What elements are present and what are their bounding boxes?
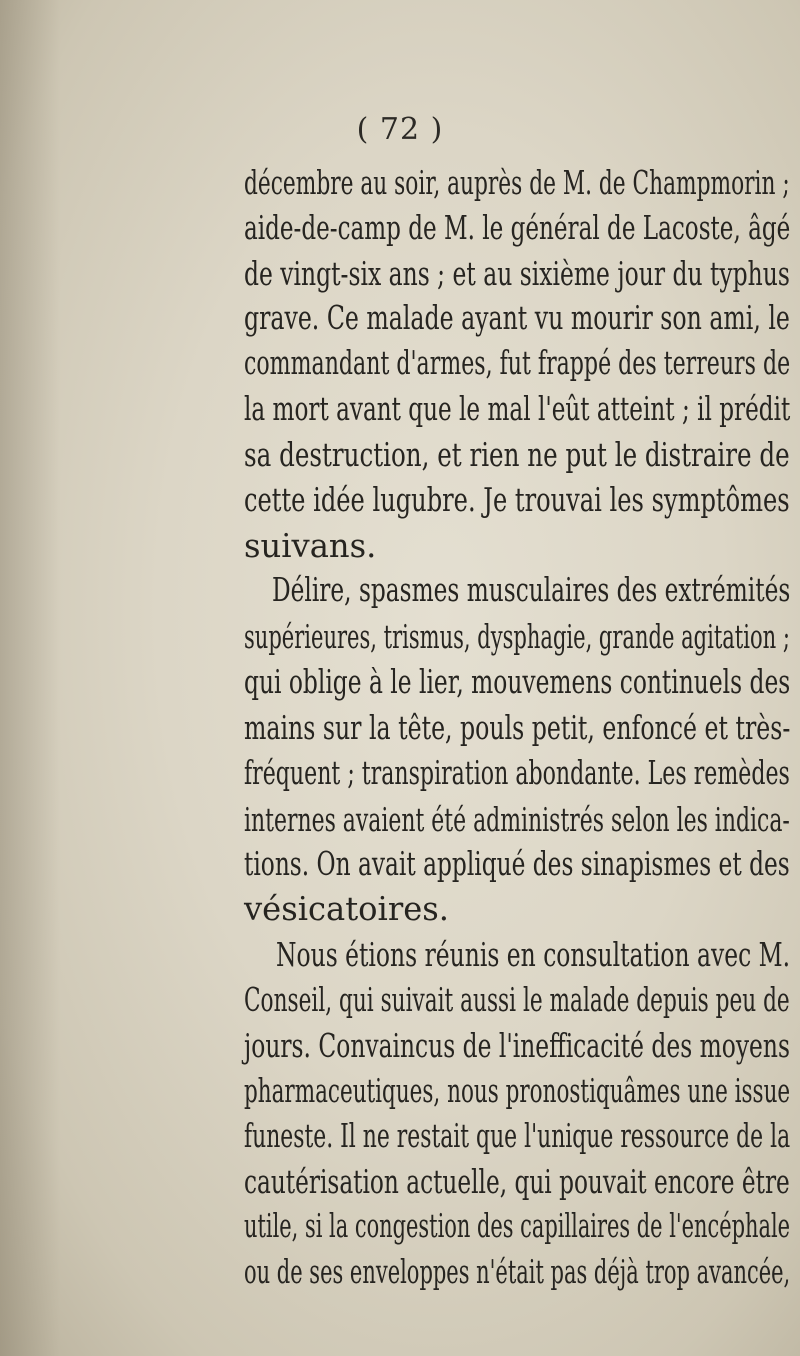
- text-line: cette idée lugubre. Je trouvai les symptômes: [244, 480, 790, 519]
- text-line: supérieures, trismus, dysphagie, grande agitation ;: [244, 617, 790, 656]
- text-line: Conseil, qui suivait aussi le malade depuis peu de: [244, 980, 790, 1019]
- text-line: Délire, spasmes musculaires des extrémités: [272, 570, 791, 609]
- text-line: grave. Ce malade ayant vu mourir son ami, le: [244, 298, 790, 337]
- text-line: utile, si la congestion des capillaires de l'encéphale: [244, 1206, 791, 1245]
- text-line: pharmaceutiques, nous pronostiquâmes une issue: [244, 1071, 791, 1110]
- text-line: la mort avant que le mal l'eût atteint ; il prédit: [244, 389, 791, 428]
- page-fold-shadow: [0, 0, 60, 1356]
- text-line: tions. On avait appliqué des sinapismes et des: [244, 844, 790, 883]
- text-line: mains sur la tête, pouls petit, enfoncé et très-: [244, 708, 791, 747]
- text-line: suivans.: [244, 526, 377, 565]
- text-line: funeste. Il ne restait que l'unique ressource de la: [244, 1116, 791, 1155]
- text-line: cautérisation actuelle, qui pouvait encore être: [244, 1162, 790, 1201]
- text-line: internes avaient été administrés selon les indica-: [244, 800, 790, 839]
- text-line: vésicatoires.: [244, 889, 449, 928]
- text-line: commandant d'armes, fut frappé des terreurs de: [244, 343, 791, 382]
- text-line: qui oblige à le lier, mouvemens continuels des: [244, 662, 791, 701]
- text-line: jours. Convaincus de l'inefficacité des moyens: [244, 1026, 790, 1065]
- text-line: ou de ses enveloppes n'était pas déjà trop avancée,: [244, 1252, 791, 1291]
- text-line: Nous étions réunis en consultation avec M.: [276, 935, 791, 974]
- text-line: sa destruction, et rien ne put le distraire de: [244, 435, 790, 474]
- text-line: décembre au soir, auprès de M. de Champmorin ;: [244, 163, 790, 202]
- text-line: fréquent ; transpiration abondante. Les remèdes: [244, 753, 790, 792]
- text-line: de vingt-six ans ; et au sixième jour du typhus: [244, 254, 790, 293]
- text-line: aide-de-camp de M. le général de Lacoste, âgé: [244, 208, 791, 247]
- page-number: ( 72 ): [356, 112, 444, 147]
